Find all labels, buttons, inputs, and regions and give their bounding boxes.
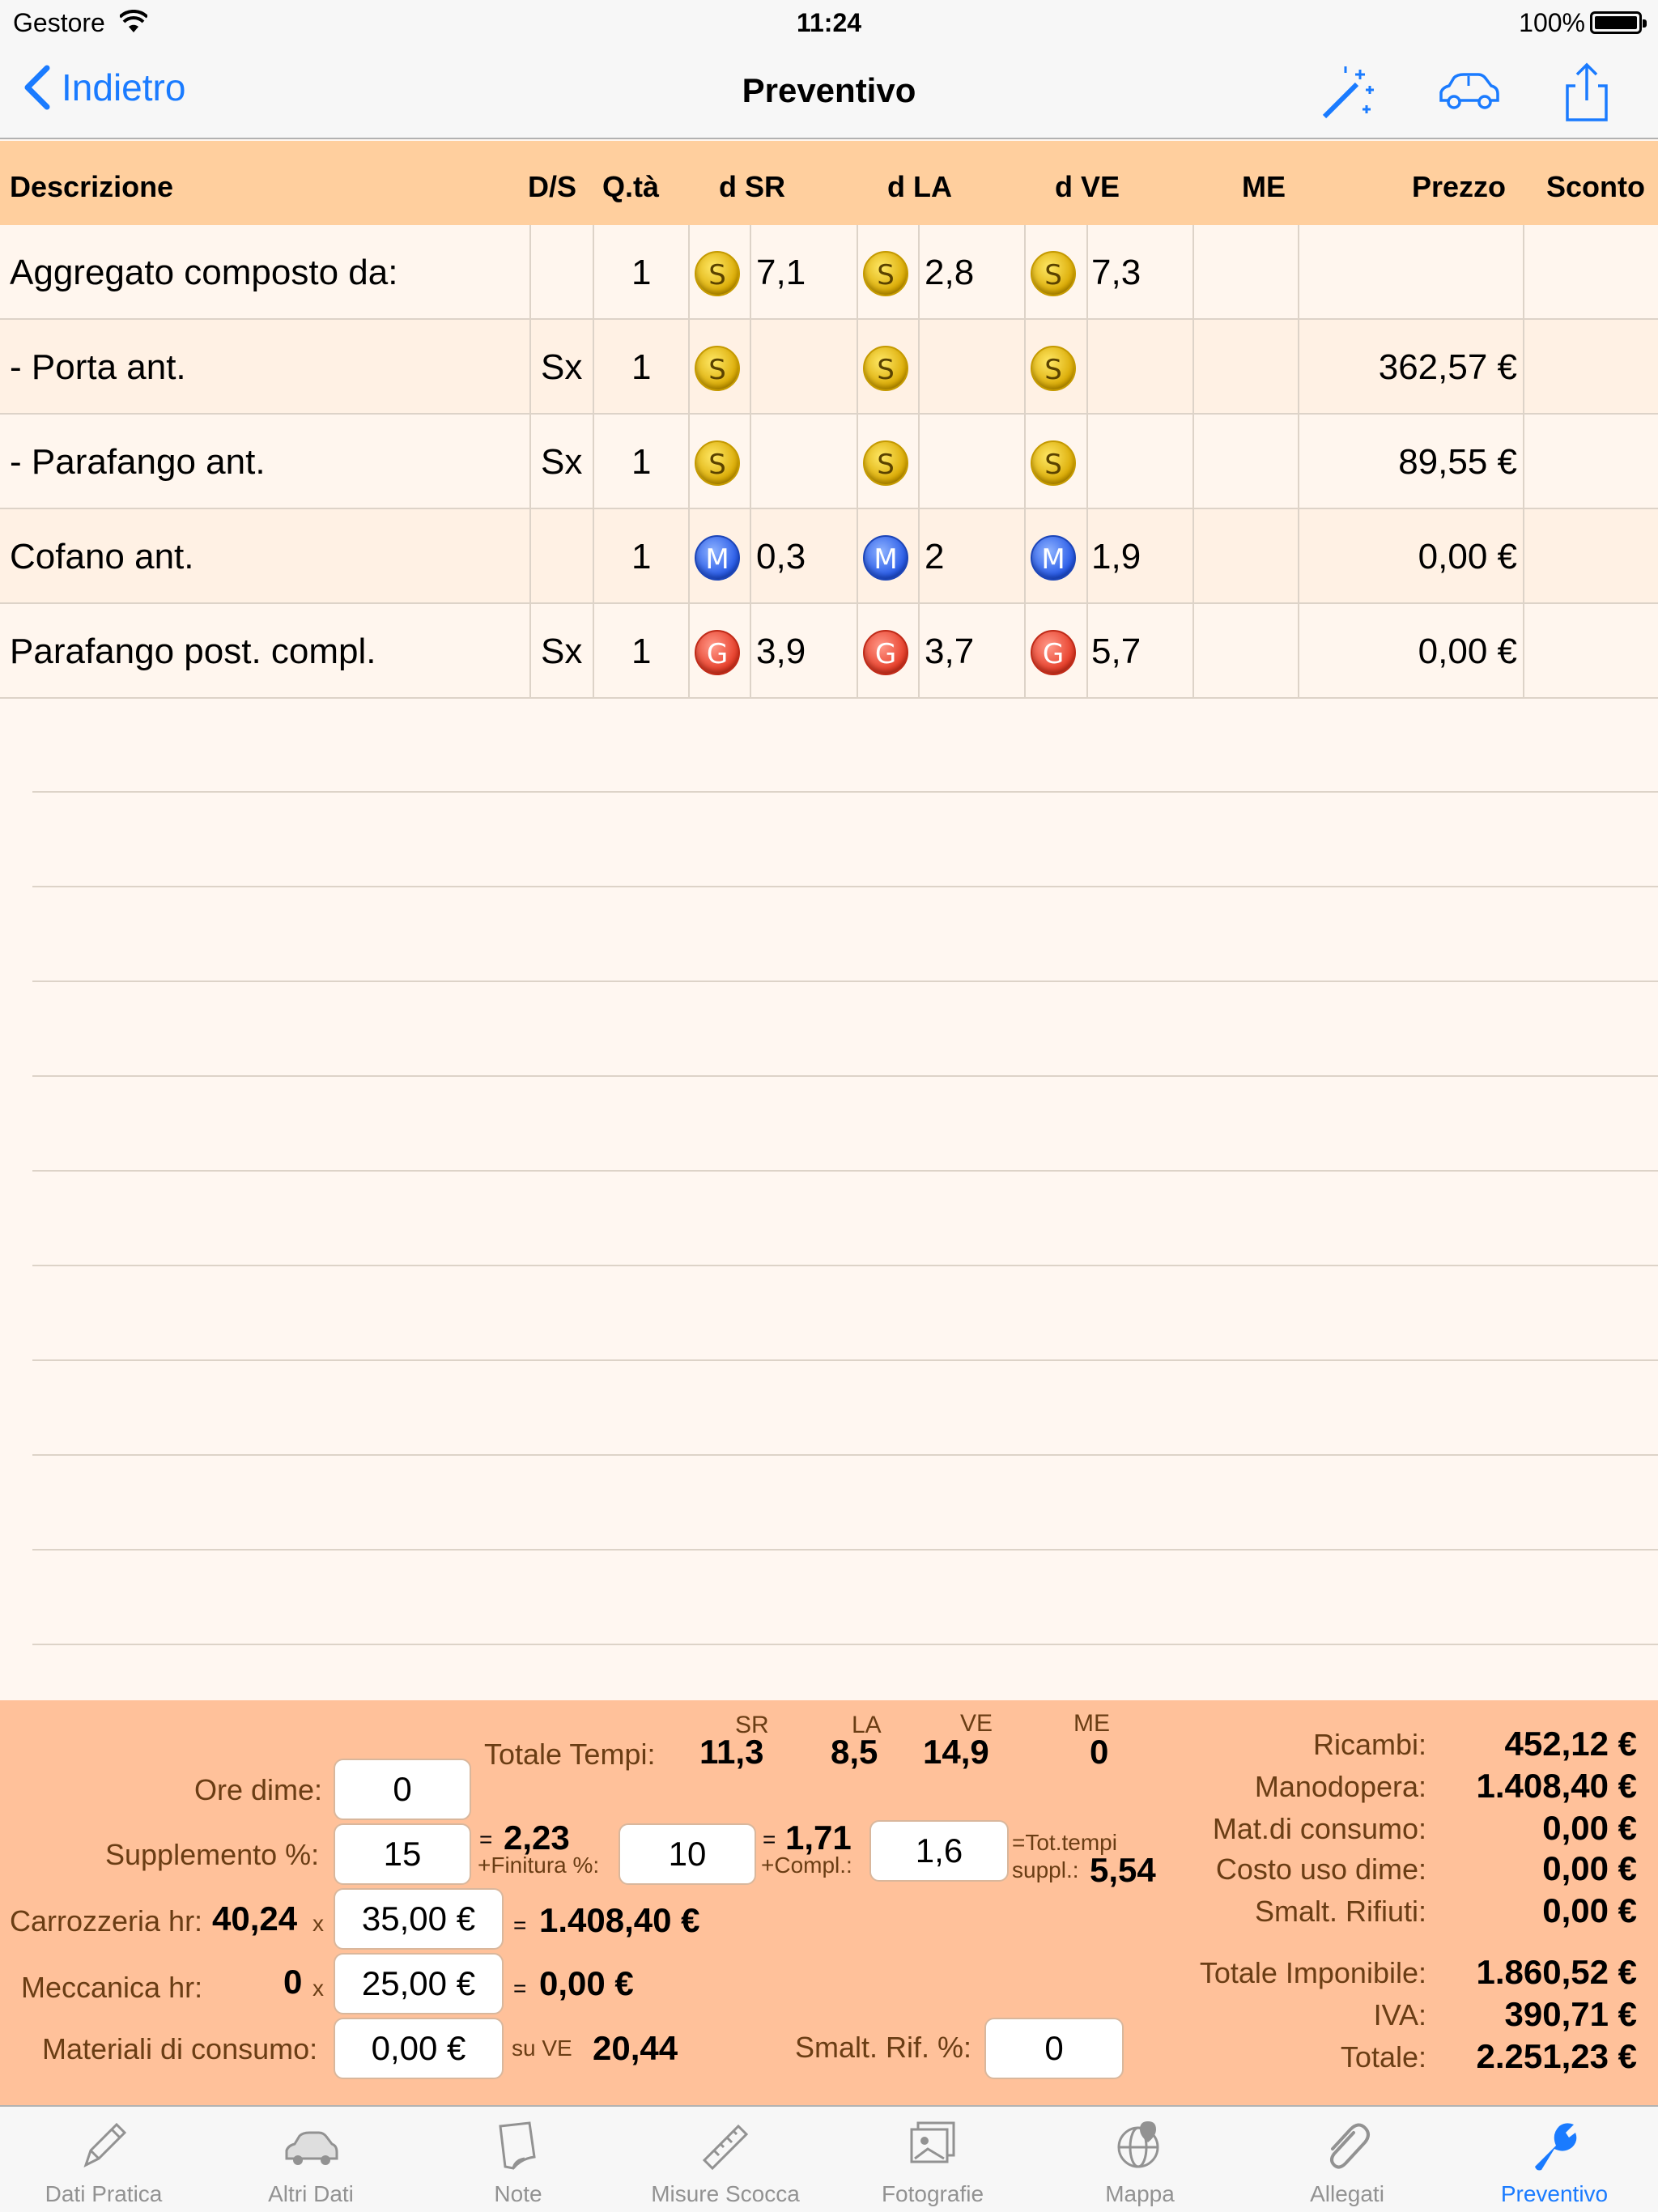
meccanica-rate-input[interactable]: 25,00 €: [334, 1953, 504, 2014]
repair-type-badge-ve: S: [1031, 440, 1076, 486]
empty-row: [32, 698, 1658, 793]
carrozzeria-total: 1.408,40 €: [539, 1901, 700, 1939]
repair-type-badge-ve: S: [1031, 251, 1076, 296]
tempi-la-value: 8,5: [831, 1733, 878, 1771]
table-row[interactable]: [0, 225, 1658, 320]
compl-label: +Compl.:: [761, 1853, 852, 1878]
repair-type-badge-la: S: [863, 346, 908, 391]
photos-icon: [903, 2118, 962, 2173]
cell-qta: 1: [631, 632, 652, 671]
cell-prezzo: 89,55 €: [1398, 442, 1517, 482]
total-label: Smalt. Rifiuti:: [1254, 1895, 1426, 1928]
table-row[interactable]: [0, 415, 1658, 509]
cell-ve: 7,3: [1091, 253, 1141, 292]
empty-row: [32, 1361, 1658, 1456]
tab-label: Misure Scocca: [651, 2181, 800, 2206]
table-row[interactable]: [0, 604, 1658, 699]
empty-row: [32, 1077, 1658, 1172]
tempi-ve-value: 14,9: [923, 1733, 989, 1771]
tempi-la-label: LA: [852, 1712, 882, 1738]
total-label: Ricambi:: [1312, 1728, 1426, 1761]
total-value: 452,12 €: [1504, 1725, 1637, 1763]
carrozzeria-label: Carrozzeria hr:: [10, 1904, 203, 1938]
total-label: Totale Imponibile:: [1199, 1956, 1426, 1989]
total-label: Mat.di consumo:: [1212, 1812, 1426, 1845]
supplemento-equals: =: [479, 1827, 493, 1852]
total-value: 0,00 €: [1542, 1891, 1637, 1929]
carrozzeria-hours: 40,24: [212, 1899, 298, 1938]
clock: 11:24: [796, 8, 862, 37]
table-row[interactable]: [0, 320, 1658, 415]
tab-label: Preventivo: [1500, 2181, 1609, 2206]
cell-descrizione: - Parafango ant.: [10, 442, 266, 482]
cell-sr: 3,9: [756, 632, 806, 671]
finitura-input[interactable]: 10: [619, 1823, 756, 1885]
total-value: 0,00 €: [1542, 1809, 1637, 1847]
cell-ds: Sx: [541, 442, 583, 482]
compl-input[interactable]: 1,6: [869, 1820, 1009, 1882]
empty-row: [32, 982, 1658, 1077]
total-value: 2.251,23 €: [1476, 2037, 1637, 2075]
repair-type-badge-la: M: [863, 535, 908, 581]
total-value: 1.860,52 €: [1476, 1953, 1637, 1991]
tab-label: Dati Pratica: [45, 2181, 163, 2206]
repair-type-badge-sr: S: [695, 346, 740, 391]
repair-type-badge-sr: G: [695, 630, 740, 675]
total-label: IVA:: [1373, 1998, 1426, 2031]
finitura-label: +Finitura %:: [478, 1853, 600, 1878]
supplemento-label: Supplemento %:: [105, 1838, 320, 1871]
repair-type-badge-la: S: [863, 251, 908, 296]
pencil-icon: [74, 2118, 133, 2173]
total-label: Costo uso dime:: [1215, 1853, 1426, 1886]
tab-label: Mappa: [1105, 2181, 1175, 2206]
empty-row: [32, 793, 1658, 887]
empty-row: [32, 1456, 1658, 1551]
car-icon: [282, 2118, 340, 2173]
repair-type-badge-ve: G: [1031, 630, 1076, 675]
tempi-sr-value: 11,3: [699, 1733, 764, 1771]
smalt-rif-input[interactable]: 0: [984, 2018, 1124, 2079]
header-sr: d SR: [719, 170, 786, 203]
tot-tempi-label: =Tot.tempi: [1012, 1830, 1117, 1855]
meccanica-total: 0,00 €: [539, 1964, 634, 2002]
header-prezzo: Prezzo: [1412, 170, 1507, 203]
back-button[interactable]: [23, 65, 185, 110]
magic-wand-icon[interactable]: [1316, 62, 1381, 123]
repair-type-badge-sr: M: [695, 535, 740, 581]
tab-label: Altri Dati: [268, 2181, 354, 2206]
chevron-left-icon: [23, 65, 52, 110]
cell-ve: 1,9: [1091, 537, 1141, 576]
tot-tempi-value: 5,54: [1090, 1851, 1156, 1889]
cell-sr: 7,1: [756, 253, 806, 292]
tab-label: Allegati: [1310, 2181, 1384, 2206]
cell-prezzo: 362,57 €: [1378, 347, 1517, 387]
header-qta: Q.tà: [602, 170, 660, 203]
header-me: ME: [1242, 170, 1286, 203]
supplemento-input[interactable]: 15: [334, 1823, 471, 1885]
tab-fotografie[interactable]: [829, 2107, 1036, 2212]
tab-note[interactable]: [414, 2107, 622, 2212]
navigation-bar: [0, 45, 1658, 139]
cell-qta: 1: [631, 253, 652, 292]
cell-descrizione: Cofano ant.: [10, 537, 194, 576]
table-header: [0, 141, 1658, 225]
share-icon[interactable]: [1554, 62, 1619, 123]
totale-tempi-label: Totale Tempi:: [484, 1738, 656, 1771]
tot-tempi-suppl-label: suppl.:: [1012, 1857, 1079, 1882]
repair-type-badge-la: G: [863, 630, 908, 675]
cell-ds: Sx: [541, 347, 583, 387]
header-sconto: Sconto: [1546, 170, 1645, 203]
total-value: 390,71 €: [1504, 1995, 1637, 2033]
tab-label: Fotografie: [881, 2181, 984, 2206]
empty-row: [32, 1266, 1658, 1361]
tab-mappa[interactable]: [1036, 2107, 1244, 2212]
supplemento-result: 2,23: [504, 1819, 570, 1857]
meccanica-equals: =: [513, 1976, 527, 2001]
su-ve-label: su VE: [512, 2035, 572, 2061]
cell-qta: 1: [631, 347, 652, 387]
cell-descrizione: - Porta ant.: [10, 347, 186, 387]
cell-ve: 5,7: [1091, 632, 1141, 671]
carrier-label: Gestore: [13, 8, 105, 37]
tab-label: Note: [494, 2181, 542, 2206]
paperclip-icon: [1318, 2118, 1376, 2173]
meccanica-label: Meccanica hr:: [21, 1971, 203, 2004]
page-title: Preventivo: [742, 71, 916, 109]
tempi-me-label: ME: [1073, 1710, 1110, 1737]
empty-row: [32, 1551, 1658, 1645]
tempi-ve-label: VE: [960, 1710, 993, 1737]
battery-percent: 100%: [1519, 8, 1585, 37]
carrozzeria-times: x: [312, 1911, 324, 1936]
total-value: 1.408,40 €: [1476, 1767, 1637, 1805]
repair-type-badge-sr: S: [695, 440, 740, 486]
materiali-label: Materiali di consumo:: [42, 2032, 318, 2065]
ore-dime-input[interactable]: 0: [334, 1759, 471, 1820]
carrozzeria-equals: =: [513, 1912, 527, 1938]
parts-table: [0, 225, 1658, 699]
note-icon: [489, 2118, 547, 2173]
cell-ds: Sx: [541, 632, 583, 671]
table-row[interactable]: [0, 509, 1658, 604]
repair-type-badge-sr: S: [695, 251, 740, 296]
tab-preventivo[interactable]: [1451, 2107, 1658, 2212]
cell-la: 3,7: [925, 632, 975, 671]
meccanica-times: x: [312, 1976, 324, 2001]
finitura-result: 1,71: [785, 1819, 852, 1857]
status-bar: [0, 0, 1658, 45]
repair-type-badge-ve: S: [1031, 346, 1076, 391]
repair-type-badge-ve: M: [1031, 535, 1076, 581]
cell-qta: 1: [631, 442, 652, 482]
tab-dati-pratica[interactable]: [0, 2107, 207, 2212]
total-label: Manodopera:: [1254, 1770, 1426, 1803]
globe-icon: [1111, 2118, 1169, 2173]
tab-allegati[interactable]: [1244, 2107, 1451, 2212]
ruler-icon: [696, 2118, 755, 2173]
ore-dime-label: Ore dime:: [194, 1773, 323, 1806]
cell-qta: 1: [631, 537, 652, 576]
header-ve: d VE: [1055, 170, 1120, 203]
tab-misure-scocca[interactable]: [622, 2107, 829, 2212]
empty-row: [32, 887, 1658, 982]
summary-panel: [0, 1700, 1658, 2105]
tab-altri-dati[interactable]: [207, 2107, 414, 2212]
total-label: Totale:: [1340, 2040, 1426, 2074]
empty-table-area: [32, 698, 1658, 1740]
tempi-sr-label: SR: [735, 1712, 769, 1738]
header-descrizione: Descrizione: [10, 170, 174, 203]
empty-row: [32, 1172, 1658, 1266]
cell-descrizione: Parafango post. compl.: [10, 632, 376, 671]
finitura-equals: =: [763, 1827, 776, 1852]
smalt-rif-label: Smalt. Rif. %:: [795, 2031, 972, 2064]
meccanica-hours: 0: [283, 1963, 303, 2001]
total-value: 0,00 €: [1542, 1849, 1637, 1887]
carrozzeria-rate-input[interactable]: 35,00 €: [334, 1888, 504, 1950]
cell-sr: 0,3: [756, 537, 806, 576]
su-ve-value: 20,44: [593, 2029, 678, 2067]
header-la: d LA: [887, 170, 952, 203]
cell-prezzo: 0,00 €: [1418, 632, 1517, 671]
battery-icon: [1590, 11, 1642, 34]
car-icon[interactable]: [1436, 62, 1501, 123]
wrench-icon: [1525, 2118, 1584, 2173]
cell-la: 2,8: [925, 253, 975, 292]
back-label: Indietro: [62, 66, 186, 108]
tempi-me-value: 0: [1090, 1733, 1109, 1771]
header-ds: D/S: [528, 170, 577, 203]
materiali-input[interactable]: 0,00 €: [334, 2018, 504, 2079]
cell-prezzo: 0,00 €: [1418, 537, 1517, 576]
cell-la: 2: [925, 537, 945, 576]
repair-type-badge-la: S: [863, 440, 908, 486]
cell-descrizione: Aggregato composto da:: [10, 253, 398, 292]
tab-bar: [0, 2105, 1658, 2212]
